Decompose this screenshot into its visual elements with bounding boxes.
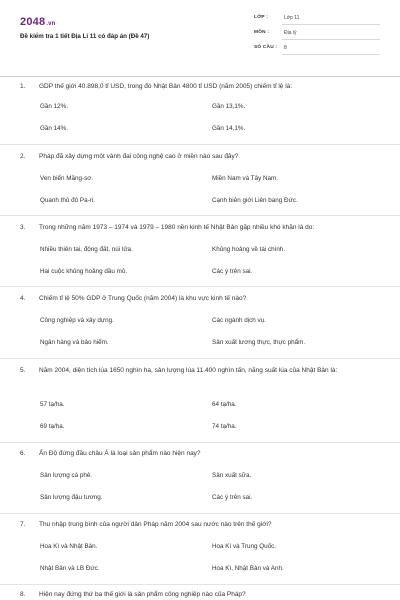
question-number: 8. xyxy=(20,591,26,598)
question-body: Ấn Độ đứng đầu châu Á là loại sản phẩm nào hiện nay? xyxy=(39,450,201,457)
option-b[interactable]: 64 tạ/ha. xyxy=(212,401,237,408)
option-d[interactable]: Các ý trên sai. xyxy=(212,268,253,275)
option-b[interactable]: Sản xuất sữa. xyxy=(212,472,252,479)
meta-row-subject xyxy=(254,29,380,41)
question-body: GDP thế giới 40.898,0 tỉ USD, trong đó Nhật Bản 4800 tỉ USD (năm 2005) chiếm tỉ lệ là: xyxy=(39,83,293,90)
logo-suffix: .vn xyxy=(46,21,56,27)
question-number: 2. xyxy=(20,153,26,160)
meta-value: Lớp 11 xyxy=(284,15,300,21)
option-c[interactable]: Quanh thủ đô Pa-ri. xyxy=(40,197,95,204)
option-a[interactable]: Ven biển Măng-sơ. xyxy=(40,175,94,182)
option-a[interactable]: Hoa Kì và Nhật Bản. xyxy=(40,543,98,550)
option-b[interactable]: Miền Nam và Tây Nam. xyxy=(212,175,279,182)
question-number: 4. xyxy=(20,295,26,302)
option-a[interactable]: 57 tạ/ha. xyxy=(40,401,65,408)
meta-label: SỐ CÂU : xyxy=(254,45,278,50)
question-text xyxy=(20,294,376,304)
question-body: Thu nhập trung bình của người dân Pháp năm 2004 sau nước nào trên thế giới? xyxy=(39,521,272,528)
question-number: 3. xyxy=(20,224,26,231)
question-text xyxy=(20,590,376,600)
option-c[interactable]: Sản lượng đậu tương. xyxy=(40,494,103,501)
question-text xyxy=(20,449,376,459)
option-d[interactable]: Cạnh biên giới Liên bang Đức. xyxy=(212,197,298,204)
question-divider xyxy=(0,144,400,145)
meta-underline xyxy=(282,54,380,55)
meta-row-class xyxy=(254,14,380,26)
page-header xyxy=(0,0,400,68)
option-a[interactable]: Gần 12%. xyxy=(40,103,69,110)
question-number: 5. xyxy=(20,367,26,374)
question-body: Trong những năm 1973 – 1974 và 1979 – 1980 nền kinh tế Nhật Bản gặp nhiều khó khăn là do: xyxy=(39,224,315,231)
question-text xyxy=(20,82,376,92)
meta-label: MÔN : xyxy=(254,30,270,35)
option-a[interactable]: Sản lượng cà phê. xyxy=(40,472,93,479)
option-d[interactable]: Hoa Kì, Nhật Bản và Anh. xyxy=(212,565,284,572)
document-title: Đề kiểm tra 1 tiết Địa Lí 11 có đáp án (Đề 47) xyxy=(20,33,150,40)
question-divider xyxy=(0,215,400,216)
option-c[interactable]: Ngân hàng và bảo hiểm. xyxy=(40,339,109,346)
option-c[interactable]: Hai cuộc khủng hoảng dầu mỏ. xyxy=(40,268,128,275)
question-body: Hiện nay đứng thứ ba thế giới là sản phẩm công nghiệp nào của Pháp? xyxy=(39,591,246,598)
option-c[interactable]: Nhật Bản và LB Đức. xyxy=(40,565,100,572)
question-divider xyxy=(0,286,400,287)
question-divider xyxy=(0,584,400,585)
option-d[interactable]: Các ý trên sai. xyxy=(212,494,253,501)
question-body: Chiếm tỉ lệ 50% GDP ở Trung Quốc (năm 2004) là khu vực kinh tế nào? xyxy=(39,295,247,302)
option-d[interactable]: 74 tạ/ha. xyxy=(212,423,237,430)
option-b[interactable]: Khủng hoảng về tài chính. xyxy=(212,246,286,253)
meta-value: Địa lý xyxy=(284,30,297,36)
meta-row-count xyxy=(254,44,380,56)
question-number: 1. xyxy=(20,83,26,90)
question-divider xyxy=(0,358,400,359)
option-c[interactable]: 69 tạ/ha. xyxy=(40,423,65,430)
question-divider xyxy=(0,513,400,514)
question-body: Pháp đã xây dựng một vành đai công nghệ cao ở miền nào sau đây? xyxy=(39,153,239,160)
question-text xyxy=(20,520,376,530)
option-d[interactable]: Sản xuất lương thực, thực phẩm. xyxy=(212,339,306,346)
question-text xyxy=(20,223,376,233)
option-b[interactable]: Gần 13,1%. xyxy=(212,103,246,110)
meta-label: LỚP : xyxy=(254,15,269,20)
option-a[interactable]: Nhiều thiên tai, động đất, núi lửa. xyxy=(40,246,133,253)
question-number: 7. xyxy=(20,521,26,528)
meta-underline xyxy=(282,24,380,25)
question-number: 6. xyxy=(20,450,26,457)
meta-value: 8 xyxy=(284,45,287,51)
option-c[interactable]: Gần 14%. xyxy=(40,125,69,132)
logo-main: 2048 xyxy=(20,16,46,28)
option-b[interactable]: Hoa Kì và Trung Quốc. xyxy=(212,543,277,550)
question-text xyxy=(20,366,376,376)
site-logo[interactable] xyxy=(20,16,56,28)
question-text xyxy=(20,152,376,162)
option-b[interactable]: Các ngành dịch vụ. xyxy=(212,317,266,324)
meta-underline xyxy=(282,39,380,40)
header-divider xyxy=(0,76,400,77)
option-d[interactable]: Gần 14,1%. xyxy=(212,125,246,132)
option-a[interactable]: Công nghiệp và xây dựng. xyxy=(40,317,114,324)
question-divider xyxy=(0,442,400,443)
question-body: Năm 2004, diện tích lúa 1650 nghìn ha, sản lượng lúa 11.400 nghìn tấn, năng suất lúa của Nhật Bản là: xyxy=(39,367,338,374)
